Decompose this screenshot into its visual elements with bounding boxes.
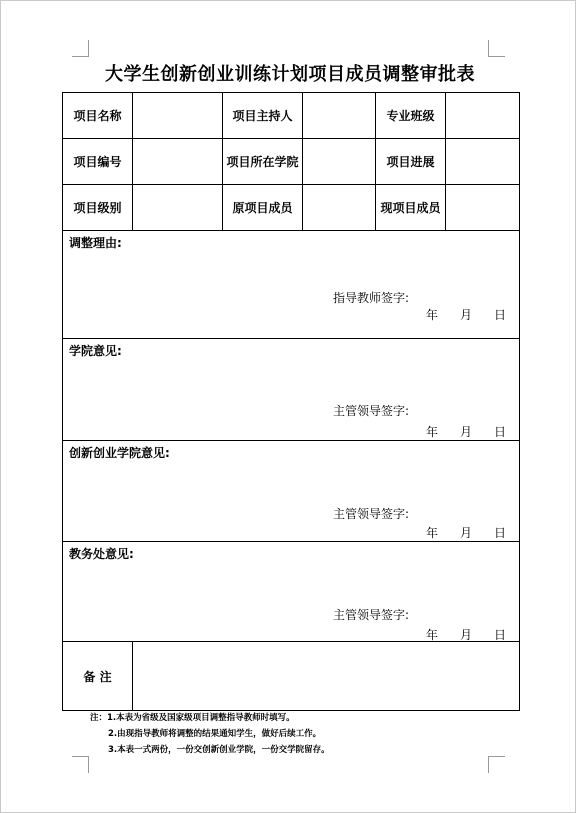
info-row	[63, 93, 520, 139]
section-innovation-college-opinion	[63, 441, 520, 542]
label-project-level: 项目级别	[63, 185, 133, 231]
label-current-members: 现项目成员	[376, 185, 446, 231]
date-year: 年	[426, 526, 439, 540]
field-innovation-college-opinion[interactable]	[63, 441, 520, 542]
input-project-college[interactable]	[303, 139, 376, 185]
section-academic-affairs-opinion	[63, 542, 520, 642]
crop-mark-top-left	[72, 40, 89, 57]
date-day: 日	[494, 425, 507, 439]
crop-mark-bottom-right	[488, 756, 505, 773]
document-title: 大学生创新创业训练计划项目成员调整审批表	[105, 64, 475, 85]
input-original-members[interactable]	[303, 185, 376, 231]
input-current-members[interactable]	[446, 185, 520, 231]
crop-mark-bottom-left	[72, 756, 89, 773]
date-year: 年	[426, 308, 439, 322]
remark-field[interactable]	[133, 642, 520, 711]
section-title: 创新创业学院意见:	[69, 446, 170, 460]
date-year: 年	[426, 425, 439, 439]
signature-label: 主管领导签字:	[333, 507, 410, 521]
section-college-opinion	[63, 339, 520, 441]
input-project-leader[interactable]	[303, 93, 376, 139]
date-month: 月	[460, 526, 473, 540]
signature-label: 指导教师签字:	[333, 291, 410, 305]
section-title: 教务处意见:	[69, 547, 134, 561]
date-month: 月	[460, 628, 473, 642]
footnote-2: 2.由现指导教师将调整的结果通知学生，做好后续工作。	[108, 729, 322, 739]
label-project-progress: 项目进展	[376, 139, 446, 185]
label-major-class: 专业班级	[376, 93, 446, 139]
date-year: 年	[426, 628, 439, 642]
field-college-opinion[interactable]	[63, 339, 520, 441]
field-academic-affairs-opinion[interactable]	[63, 542, 520, 642]
input-project-level[interactable]	[133, 185, 223, 231]
remark-label: 备 注	[63, 642, 133, 711]
info-row	[63, 185, 520, 231]
date-month: 月	[460, 425, 473, 439]
input-project-number[interactable]	[133, 139, 223, 185]
label-project-leader: 项目主持人	[223, 93, 303, 139]
field-adjustment-reason[interactable]	[63, 231, 520, 339]
input-major-class[interactable]	[446, 93, 520, 139]
section-adjustment-reason	[63, 231, 520, 339]
crop-mark-top-right	[488, 40, 505, 57]
footnotes	[90, 710, 330, 758]
label-project-number: 项目编号	[63, 139, 133, 185]
date-day: 日	[494, 628, 507, 642]
footnote-3: 3.本表一式两份，一份交创新创业学院，一份交学院留存。	[108, 745, 330, 755]
date-day: 日	[494, 526, 507, 540]
info-row	[63, 139, 520, 185]
signature-label: 主管领导签字:	[333, 404, 410, 418]
label-project-college: 项目所在学院	[223, 139, 303, 185]
label-original-members: 原项目成员	[223, 185, 303, 231]
date-month: 月	[460, 308, 473, 322]
section-title: 调整理由:	[69, 236, 122, 250]
remark-row	[63, 642, 520, 711]
input-project-progress[interactable]	[446, 139, 520, 185]
date-day: 日	[494, 308, 507, 322]
footnote-1: 注：1.本表为省级及国家级项目调整指导教师时填写。	[90, 713, 295, 723]
input-project-name[interactable]	[133, 93, 223, 139]
label-project-name: 项目名称	[63, 93, 133, 139]
section-title: 学院意见:	[69, 344, 122, 358]
approval-form-table	[62, 92, 520, 711]
signature-label: 主管领导签字:	[333, 608, 410, 622]
